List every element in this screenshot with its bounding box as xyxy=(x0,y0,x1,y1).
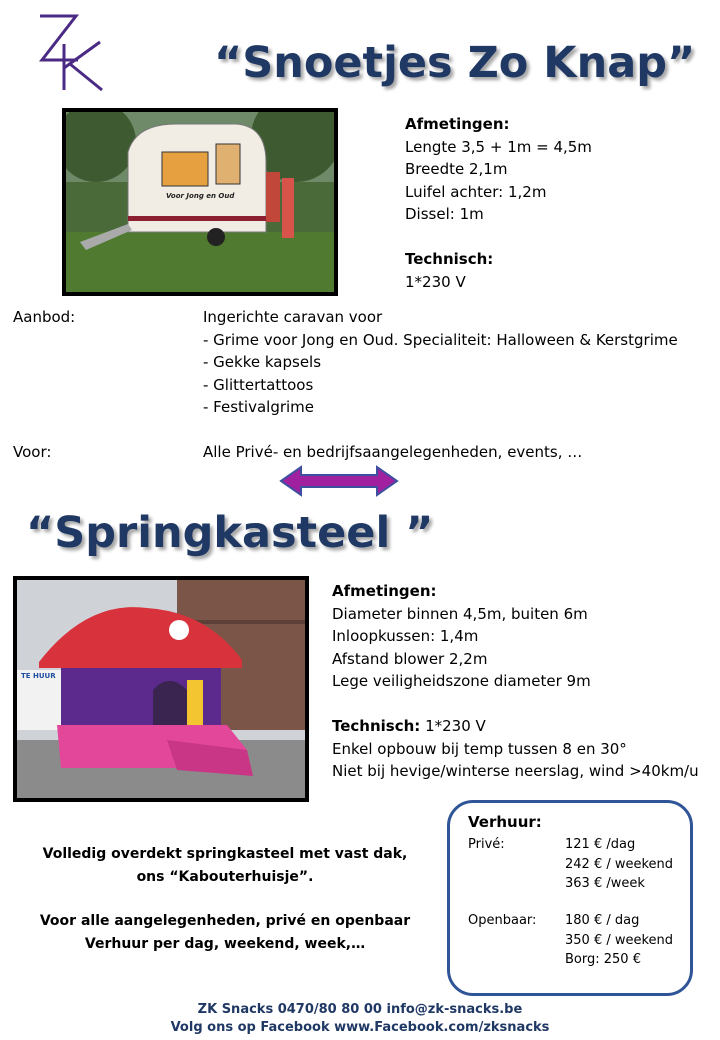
public-label: Openbaar: xyxy=(468,913,537,928)
promo-text xyxy=(30,843,420,955)
technical-line: Enkel opbouw bij temp tussen 8 en 30° xyxy=(332,739,627,758)
double-arrow-icon xyxy=(279,465,399,497)
technical-heading: Technisch: xyxy=(405,250,494,268)
price-line: 180 € / dag xyxy=(565,913,640,928)
caravan-title: “Snoetjes Zo Knap” xyxy=(214,38,696,88)
dimensions-heading: Afmetingen: xyxy=(332,582,437,600)
for-label: Voor: xyxy=(13,443,52,461)
spec-line: Lege veiligheidszone diameter 9m xyxy=(332,672,591,690)
spec-line: Lengte 3,5 + 1m = 4,5m xyxy=(405,137,592,156)
public-prices xyxy=(565,911,673,970)
spec-line: Diameter binnen 4,5m, buiten 6m xyxy=(332,604,588,623)
price-line: 350 € / weekend xyxy=(565,932,674,948)
bouncy-castle-specs xyxy=(332,580,699,783)
offer-line: - Gekke kapsels xyxy=(203,353,322,371)
caravan-specs xyxy=(405,113,592,293)
spec-line: Dissel: 1m xyxy=(405,205,484,223)
bouncy-castle-title: “Springkasteel ” xyxy=(26,508,434,558)
dimensions-heading: Afmetingen: xyxy=(405,115,510,133)
offer-line: - Glittertattoos xyxy=(203,375,314,394)
rental-title: Verhuur: xyxy=(468,813,542,831)
zk-logo xyxy=(34,8,106,92)
technical-line: Niet bij hevige/winterse neerslag, wind >40km/u xyxy=(332,762,699,780)
technical-line: 1*230 V xyxy=(405,272,466,291)
private-prices xyxy=(565,835,673,894)
offer-line: - Festivalgrime xyxy=(203,398,315,416)
offer-line: Ingerichte caravan voor xyxy=(203,308,383,326)
spec-line: Afstand blower 2,2m xyxy=(332,649,488,668)
private-label: Privé: xyxy=(468,837,505,852)
promo-line: ons “Kabouterhuisje”. xyxy=(136,868,314,885)
rental-price-box xyxy=(447,800,693,996)
footer-facebook: Volg ons op Facebook www.Facebook.com/zksnacks xyxy=(170,1020,550,1035)
price-line: 363 € /week xyxy=(565,876,645,891)
technical-heading: Technisch: xyxy=(332,717,421,735)
offer-list xyxy=(203,306,678,419)
promo-line: Verhuur per dag, weekend, week,… xyxy=(84,935,366,952)
promo-line: Voor alle aangelegenheden, privé en openbaar xyxy=(39,913,411,929)
spec-line: Breedte 2,1m xyxy=(405,160,508,178)
offer-line: - Grime voor Jong en Oud. Specialiteit: Halloween & Kerstgrime xyxy=(203,330,678,349)
for-value: Alle Privé- en bedrijfsaangelegenheden, events, … xyxy=(203,443,583,461)
bouncy-castle-photo xyxy=(13,576,309,802)
promo-line: Volledig overdekt springkasteel met vast dak, xyxy=(42,846,408,862)
caravan-sign: Voor Jong en Oud xyxy=(166,192,235,200)
technical-line: 1*230 V xyxy=(420,717,486,735)
offer-label: Aanbod: xyxy=(13,308,76,326)
logo-icon xyxy=(34,8,106,92)
spec-line: Luifel achter: 1,2m xyxy=(405,182,547,201)
price-line: 121 € /dag xyxy=(565,837,636,852)
price-line: 242 € / weekend xyxy=(565,856,674,872)
footer-contact: ZK Snacks 0470/80 80 00 info@zk-snacks.be xyxy=(197,1002,523,1017)
rental-sign: TE HUUR xyxy=(21,672,56,680)
caravan-photo xyxy=(62,108,338,296)
spec-line: Inloopkussen: 1,4m xyxy=(332,627,479,645)
price-line: Borg: 250 € xyxy=(565,952,641,967)
